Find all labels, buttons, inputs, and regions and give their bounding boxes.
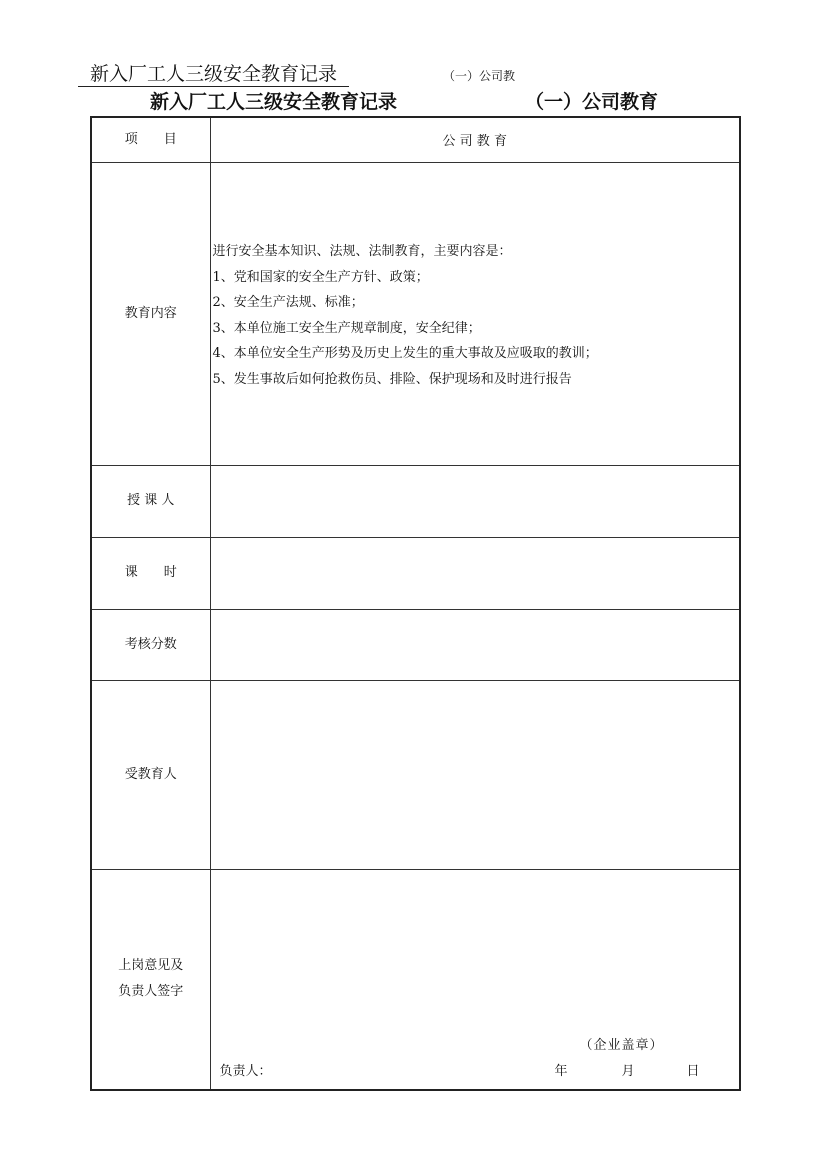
content-column-header: 公 司 教 育 <box>210 117 740 162</box>
education-record-table <box>90 116 741 1091</box>
instructor-label: 授 课 人 <box>91 465 210 537</box>
year-label: 年 <box>554 1063 568 1079</box>
repeated-document-subtitle: （一）公司教 <box>443 69 516 83</box>
education-content-line: 进行安全基本知识、法规、法制教育，主要内容是： <box>212 244 512 259</box>
trainee-label: 受教育人 <box>91 680 210 869</box>
responsible-person-label: 负责人： <box>219 1063 272 1079</box>
score-label: 考核分数 <box>91 609 210 680</box>
opinion-label-line2: 负责人签字 <box>118 984 184 999</box>
education-content-row <box>91 162 740 465</box>
score-row <box>91 609 740 680</box>
opinion-label <box>91 869 210 1090</box>
hours-row <box>91 537 740 609</box>
table-header-row <box>91 117 740 162</box>
education-content-line: 4、本单位安全生产形势及历史上发生的重大事故及应吸取的教训； <box>212 346 598 361</box>
day-label: 日 <box>686 1063 700 1079</box>
instructor-field[interactable] <box>210 465 740 537</box>
trainee-field[interactable] <box>210 680 740 869</box>
score-field[interactable] <box>210 609 740 680</box>
company-seal-label: （企业盖章） <box>579 1037 664 1053</box>
education-content-line: 2、安全生产法规、标准； <box>212 295 364 310</box>
opinion-signature-field[interactable] <box>210 869 740 1090</box>
education-content-label: 教育内容 <box>91 162 210 465</box>
opinion-signature-row <box>91 869 740 1090</box>
month-label: 月 <box>621 1063 635 1079</box>
signature-area <box>211 870 740 1089</box>
education-content-cell[interactable] <box>210 162 740 465</box>
education-content-line: 3、本单位施工安全生产规章制度，安全纪律； <box>212 320 481 336</box>
document-title: 新入厂工人三级安全教育记录 <box>150 91 398 113</box>
document-subtitle: （一）公司教育 <box>525 91 659 113</box>
education-content-line: 1、党和国家的安全生产方针、政策； <box>212 269 429 285</box>
item-column-header: 项 目 <box>91 117 210 162</box>
hours-label: 课 时 <box>91 537 210 609</box>
education-content-line: 5、发生事故后如何抢救伤员、排险、保护现场和及时进行报告 <box>212 371 572 387</box>
instructor-row <box>91 465 740 537</box>
repeated-document-title: 新入厂工人三级安全教育记录 <box>78 62 349 87</box>
opinion-label-line1: 上岗意见及 <box>118 958 184 973</box>
hours-field[interactable] <box>210 537 740 609</box>
trainee-row <box>91 680 740 869</box>
education-content-list <box>211 239 740 392</box>
